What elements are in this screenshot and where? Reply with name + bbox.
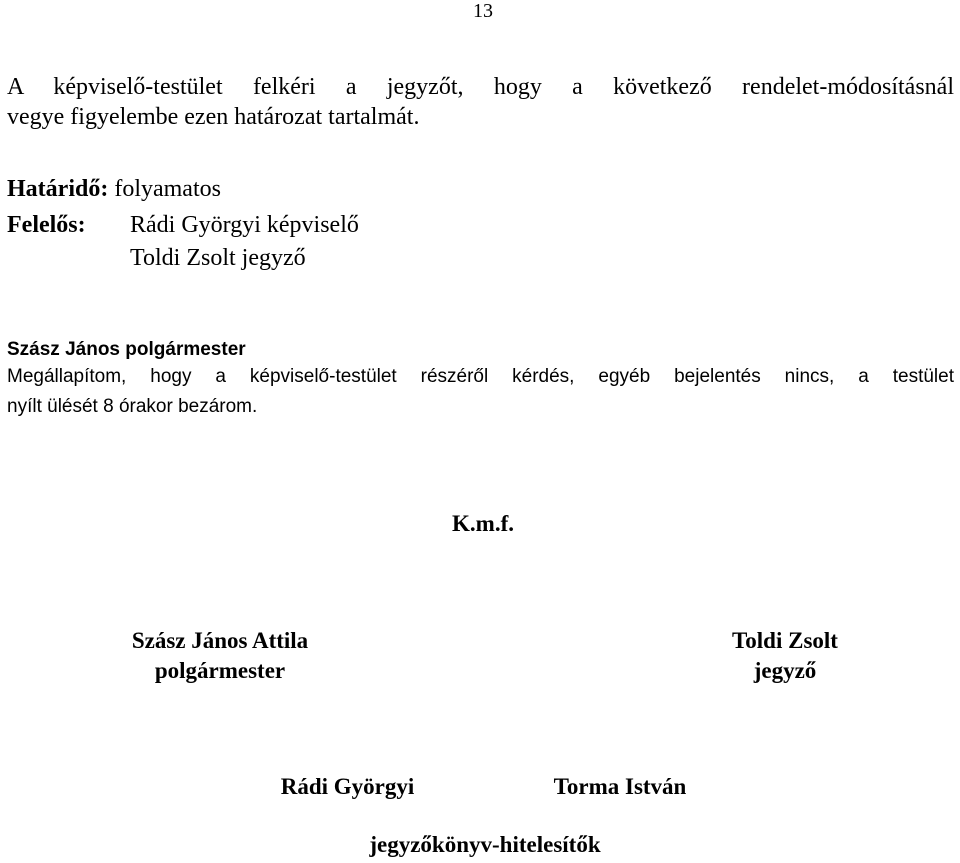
notary-role: jegyző [753, 658, 817, 683]
responsible-row [7, 210, 607, 240]
mayor-signature-block [60, 626, 380, 686]
kmf-label: K.m.f. [452, 511, 514, 536]
resolution-text-line2: vegye figyelembe ezen határozat tartalmát. [7, 104, 420, 130]
mayor-role: polgármester [154, 658, 286, 683]
closing-statement-line1: Megállapítom, hogy a képviselő-testület részéről kérdés, egyéb bejelentés nincs, a testület [7, 366, 954, 387]
notary-name: Toldi Zsolt [732, 628, 838, 653]
deadline-value: folyamatos [114, 176, 221, 202]
authenticators-role: jegyzőkönyv-hitelesítők [369, 832, 601, 857]
notary-signature-block [640, 626, 930, 686]
responsible-person2: Toldi Zsolt jegyző [130, 245, 306, 271]
mayor-name: Szász János Attila [131, 628, 309, 653]
authenticator-name-1: Rádi Györgyi [280, 774, 415, 799]
closing-speaker: Szász János polgármester [7, 339, 246, 360]
authenticator-name-2: Torma István [553, 774, 687, 799]
responsible-person1: Rádi Györgyi képviselő [130, 212, 359, 238]
responsible-label: Felelős: [7, 212, 86, 238]
closing-statement-line2: nyílt ülését 8 órakor bezárom. [7, 396, 258, 417]
deadline-label: Határidő: [7, 176, 109, 202]
deadline-row [7, 174, 221, 204]
resolution-text-line1: A képviselő-testület felkéri a jegyzőt, hogy a következő rendelet-módosításnál [7, 74, 954, 100]
page-number: 13 [473, 0, 493, 22]
